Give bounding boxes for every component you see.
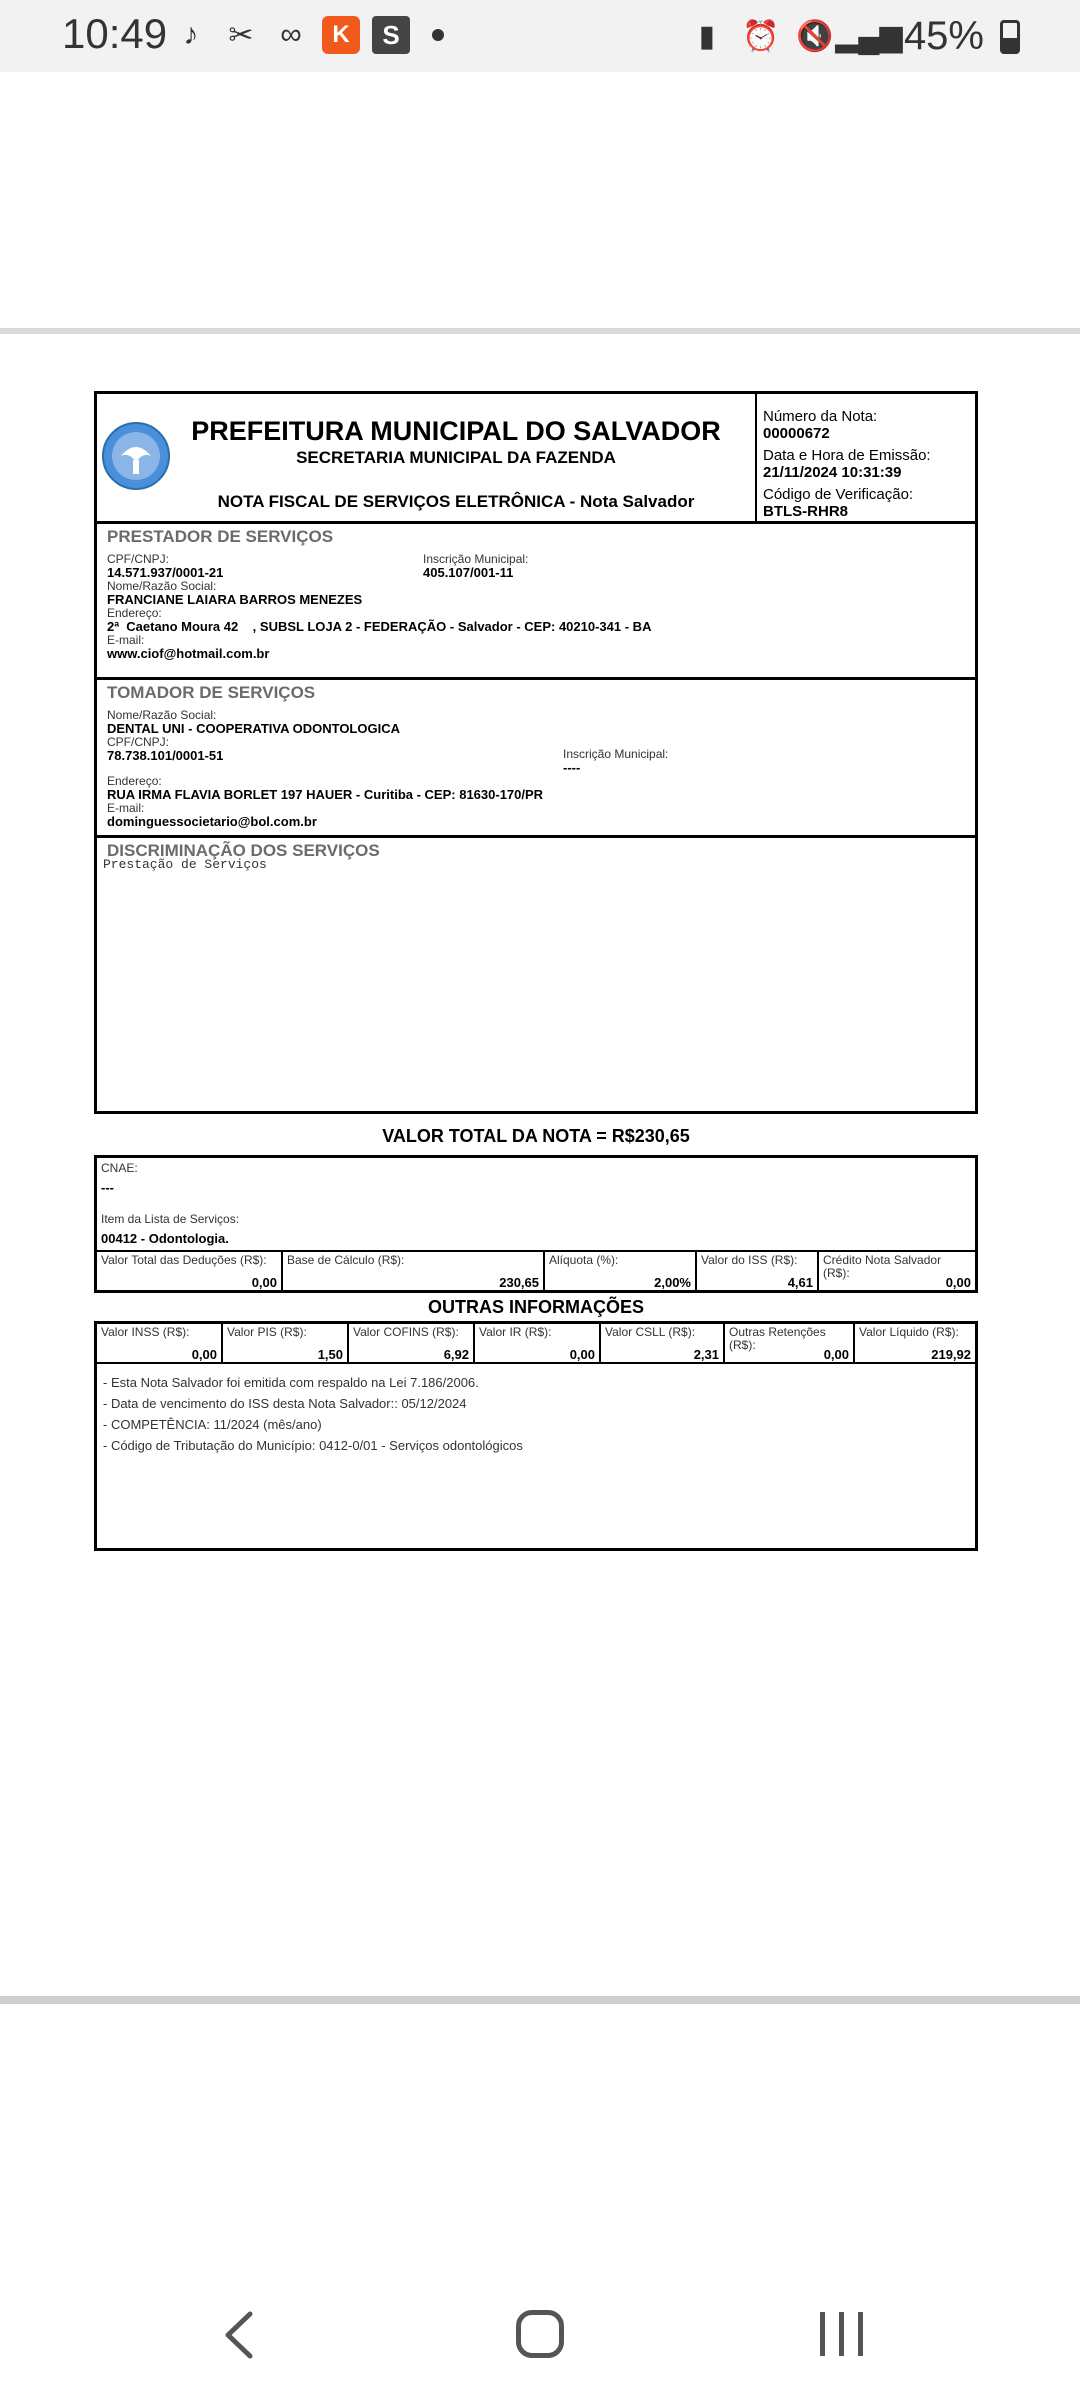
prestador-section xyxy=(94,524,978,680)
ret-inss xyxy=(97,1324,223,1362)
tax-value: 0,00 xyxy=(945,1275,971,1290)
battery-icon xyxy=(1000,20,1020,54)
ret-value: 219,92 xyxy=(931,1347,971,1362)
observacao-line: - Esta Nota Salvador foi emitida com respaldo na Lei 7.186/2006. xyxy=(103,1375,479,1390)
ret-cofins xyxy=(349,1324,475,1362)
cnae-label: CNAE: xyxy=(101,1161,138,1175)
tax-value: 0,00 xyxy=(251,1275,277,1290)
prestador-cpf: 14.571.937/0001-21 xyxy=(107,565,224,580)
codigo-value: BTLS-RHR8 xyxy=(763,503,848,520)
invoice-document[interactable] xyxy=(94,391,978,1551)
mute-icon: 🔇 xyxy=(796,20,834,53)
prestador-cpf-label: CPF/CNPJ: xyxy=(107,552,170,566)
outras-title: OUTRAS INFORMAÇÕES xyxy=(428,1297,644,1317)
alarm-icon: ⏰ xyxy=(742,20,780,53)
emissao-value: 21/11/2024 10:31:39 xyxy=(763,464,902,481)
recent-apps-icon[interactable] xyxy=(820,2312,863,2356)
tax-iss xyxy=(697,1252,819,1290)
discriminacao-title: DISCRIMINAÇÃO DOS SERVIÇOS xyxy=(107,841,380,860)
tomador-email: dominguessocietario@bol.com.br xyxy=(107,814,317,829)
observacao-line: - Data de vencimento do ISS desta Nota Salvador:: 05/12/2024 xyxy=(103,1396,467,1411)
cnae-value: --- xyxy=(101,1180,114,1195)
ret-value: 0,00 xyxy=(191,1347,217,1362)
tax-label: Base de Cálculo (R$): xyxy=(287,1253,405,1267)
prestador-end: 2ª Caetano Moura 42 , SUBSL LOJA 2 - FEDERAÇÃO - Salvador - CEP: 40210-341 - BA xyxy=(107,619,652,634)
tomador-nome: DENTAL UNI - COOPERATIVA ODONTOLOGICA xyxy=(107,721,400,736)
page-bottom-edge xyxy=(0,1996,1080,2004)
emissao-label: Data e Hora de Emissão: xyxy=(763,447,931,464)
back-icon[interactable] xyxy=(220,2310,260,2360)
ret-label: Valor INSS (R$): xyxy=(101,1325,190,1339)
tax-aliquota xyxy=(545,1252,697,1290)
navigation-bar xyxy=(0,2280,1080,2400)
tax-base xyxy=(283,1252,545,1290)
s-app-icon: S xyxy=(372,16,410,54)
retencoes-row xyxy=(97,1324,975,1364)
discriminacao-section xyxy=(94,838,978,1114)
tax-value: 230,65 xyxy=(499,1275,539,1290)
tomador-cpf-label: CPF/CNPJ: xyxy=(107,735,170,749)
ret-outras xyxy=(725,1324,855,1362)
tomador-cpf: 78.738.101/0001-51 xyxy=(107,748,224,763)
prestador-title: PRESTADOR DE SERVIÇOS xyxy=(107,527,334,546)
tax-label: Valor Total das Deduções (R$): xyxy=(101,1253,267,1267)
ret-label: Valor Líquido (R$): xyxy=(859,1325,959,1339)
observacoes xyxy=(97,1364,975,1548)
ret-value: 0,00 xyxy=(823,1347,849,1362)
tax-label: Alíquota (%): xyxy=(549,1253,619,1267)
ret-value: 1,50 xyxy=(317,1347,343,1362)
ret-pis xyxy=(223,1324,349,1362)
prestador-nome: FRANCIANE LAIARA BARROS MENEZES xyxy=(107,592,363,607)
prestador-end-label: Endereço: xyxy=(107,606,162,620)
observacao-line: - Código de Tributação do Município: 0412-0/01 - Serviços odontológicos xyxy=(103,1438,523,1453)
item-label: Item da Lista de Serviços: xyxy=(101,1212,240,1226)
numero-label: Número da Nota: xyxy=(763,408,878,425)
status-bar xyxy=(0,0,1080,72)
tiktok-icon: ♪ xyxy=(183,18,199,51)
tax-value: 2,00% xyxy=(654,1275,691,1290)
ret-label: Valor PIS (R$): xyxy=(227,1325,307,1339)
dot-icon xyxy=(432,29,444,41)
ret-liquido xyxy=(855,1324,975,1362)
ret-value: 2,31 xyxy=(693,1347,719,1362)
tax-deducoes xyxy=(97,1252,283,1290)
status-time: 10:49 xyxy=(62,10,168,57)
outras-section xyxy=(94,1321,978,1551)
tomador-section xyxy=(94,680,978,838)
ret-value: 6,92 xyxy=(443,1347,469,1362)
capcut-icon: ✂ xyxy=(228,18,254,52)
tomador-end-label: Endereço: xyxy=(107,774,162,788)
header-main xyxy=(97,394,757,521)
system-icons xyxy=(688,14,1020,59)
battery-saver-icon: ▮ xyxy=(698,20,716,53)
prestador-nome-label: Nome/Razão Social: xyxy=(107,579,217,593)
invoice-header xyxy=(94,391,978,524)
signal-icon: ▂▄▆ xyxy=(835,20,903,53)
prestador-im: 405.107/001-11 xyxy=(423,565,514,580)
valor-total: VALOR TOTAL DA NOTA = R$230,65 xyxy=(382,1126,690,1146)
header-side xyxy=(757,394,975,521)
prestador-email: www.ciof@hotmail.com.br xyxy=(107,646,270,661)
tax-label: Crédito Nota Salvador (R$): xyxy=(823,1253,942,1280)
prestador-im-label: Inscrição Municipal: xyxy=(423,552,529,566)
tax-row xyxy=(97,1250,975,1290)
page-top-edge xyxy=(0,328,1080,334)
header-subtitle: SECRETARIA MUNICIPAL DA FAZENDA xyxy=(296,448,616,467)
voicemail-icon: ∞ xyxy=(280,18,302,51)
numero-value: 00000672 xyxy=(763,425,830,442)
tomador-end: RUA IRMA FLAVIA BORLET 197 HAUER - Curitiba - CEP: 81630-170/PR xyxy=(107,787,544,802)
ret-ir xyxy=(475,1324,601,1362)
tax-value: 4,61 xyxy=(787,1275,813,1290)
ret-value: 0,00 xyxy=(569,1347,595,1362)
cnae-section xyxy=(94,1155,978,1293)
header-title: PREFEITURA MUNICIPAL DO SALVADOR xyxy=(191,416,721,446)
tomador-im: ---- xyxy=(563,760,581,775)
ret-label: Valor IR (R$): xyxy=(479,1325,552,1339)
header-nfse: NOTA FISCAL DE SERVIÇOS ELETRÔNICA - Nota Salvador xyxy=(217,492,695,511)
observacao-line: - COMPETÊNCIA: 11/2024 (mês/ano) xyxy=(103,1417,322,1432)
ret-label: Outras Retenções (R$): xyxy=(729,1325,826,1352)
discriminacao-text: Prestação de Serviços xyxy=(103,857,267,872)
item-value: 00412 - Odontologia. xyxy=(101,1231,229,1246)
tomador-title: TOMADOR DE SERVIÇOS xyxy=(107,683,316,702)
kwai-icon: K xyxy=(322,16,360,54)
tax-label: Valor do ISS (R$): xyxy=(701,1253,798,1267)
prestador-email-label: E-mail: xyxy=(107,633,145,647)
tomador-nome-label: Nome/Razão Social: xyxy=(107,708,217,722)
tomador-im-label: Inscrição Municipal: xyxy=(563,747,669,761)
battery-percent: 45% xyxy=(903,14,984,58)
ret-label: Valor COFINS (R$): xyxy=(353,1325,459,1339)
home-icon[interactable] xyxy=(516,2310,564,2358)
notification-icons xyxy=(172,16,444,54)
codigo-label: Código de Verificação: xyxy=(763,486,914,503)
ret-csll xyxy=(601,1324,725,1362)
ret-label: Valor CSLL (R$): xyxy=(605,1325,696,1339)
tax-credito xyxy=(819,1252,975,1290)
tomador-email-label: E-mail: xyxy=(107,801,145,815)
